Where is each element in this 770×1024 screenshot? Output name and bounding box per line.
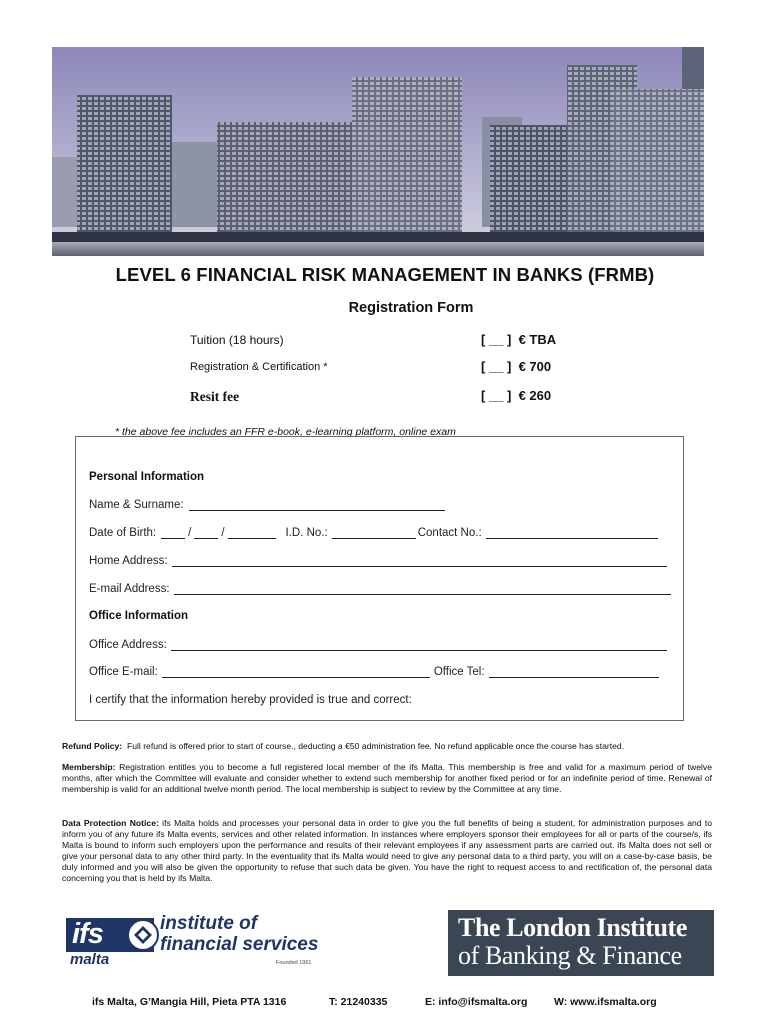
footer-website[interactable]: W: www.ifsmalta.org <box>554 996 657 1008</box>
footer-phone: T: 21240335 <box>329 996 388 1008</box>
fee-price-tuition: € TBA <box>518 332 557 347</box>
skyline-illustration <box>52 47 704 256</box>
office-email-label: Office E-mail: <box>89 666 158 678</box>
dob-row <box>89 526 658 539</box>
certify-row <box>89 694 412 706</box>
page-title: LEVEL 6 FINANCIAL RISK MANAGEMENT IN BANKS (FRMB) <box>115 264 655 285</box>
fee-checkbox-resit[interactable] <box>481 388 551 403</box>
fee-label-resit: Resit fee <box>190 389 240 404</box>
office-email-field[interactable] <box>162 665 430 678</box>
home-address-field[interactable] <box>172 554 667 567</box>
ifs-malta-logo <box>66 915 328 971</box>
ifs-logo-name-line2: financial services <box>160 934 319 955</box>
home-address-label: Home Address: <box>89 555 168 567</box>
office-contact-row <box>89 665 659 678</box>
ifs-logo-country: malta <box>70 951 110 968</box>
contact-label: Contact No.: <box>417 527 482 539</box>
footer-address: ifs Malta, G’Mangia Hill, Pieta PTA 1316 <box>92 996 287 1008</box>
office-tel-label: Office Tel: <box>433 666 485 678</box>
office-tel-field[interactable] <box>489 665 659 678</box>
dob-label: Date of Birth: <box>89 527 157 539</box>
office-address-field[interactable] <box>171 638 667 651</box>
ifs-logo-founded: Founded 1961 <box>276 960 312 966</box>
fee-checkbox-registration[interactable] <box>481 359 551 374</box>
fee-label-registration: Registration & Certification * <box>190 361 328 373</box>
name-field[interactable] <box>189 498 445 511</box>
dob-separator: / <box>221 527 225 539</box>
dob-day-field[interactable] <box>161 526 185 539</box>
header-banner-image <box>52 47 704 256</box>
office-address-row <box>89 638 667 651</box>
lib-logo-line1: The London Institute <box>458 913 687 942</box>
fee-checkbox-box: [ __ ] <box>481 332 512 347</box>
name-row <box>89 498 445 511</box>
email-row <box>89 582 671 595</box>
ifs-logo-mark: ifs <box>72 918 103 950</box>
fee-price-resit: € 260 <box>518 388 552 403</box>
personal-info-heading: Personal Information <box>89 471 205 483</box>
dob-year-field[interactable] <box>228 526 276 539</box>
id-field[interactable] <box>332 526 416 539</box>
data-protection-text: ifs Malta holds and processes your personal data in order to give you the full benefits of being a student, for administration purposes and to inform you of any future ifs Malta events, services and other related information. In instances where employers sponsor their employees for all or parts of the course/s, ifs Malta is bound to inform such employers upon the performance and results of their relevant employees if any assessment parts are carried out. ifs Malta does not sell or give your personal data to any other third party. In the eventuality that ifs Malta would need to give any personal data to a third party, you will on a case-by-case basis, be duly informed and you will also be given the opportunity to refuse that such data be given. You have the right to request access to and rectification of, the personal data concerning you that is held by ifs Malta. <box>62 818 713 884</box>
fee-checkbox-box: [ __ ] <box>481 388 512 403</box>
ifs-logo-name-line1: institute of <box>160 913 258 934</box>
membership-title: Membership: <box>62 762 116 772</box>
fee-label-tuition: Tuition (18 hours) <box>190 333 284 347</box>
fee-note: * the above fee includes an FFR e-book, e-learning platform, online exam <box>115 426 456 438</box>
office-address-label: Office Address: <box>89 639 167 651</box>
certify-text: I certify that the information hereby provided is true and correct: <box>89 694 412 706</box>
footer-email[interactable]: E: info@ifsmalta.org <box>425 996 528 1008</box>
london-institute-logo <box>448 910 714 976</box>
fee-checkbox-box: [ __ ] <box>481 359 512 374</box>
dob-month-field[interactable] <box>194 526 218 539</box>
dob-separator: / <box>188 527 192 539</box>
fee-checkbox-tuition[interactable] <box>481 332 556 347</box>
ifs-logo-emblem-icon <box>126 915 160 955</box>
home-address-row <box>89 554 667 567</box>
email-field[interactable] <box>174 582 671 595</box>
refund-policy-text: Full refund is offered prior to start of course., deducting a €50 administration fee. No refund applicable once the course has started. <box>126 741 625 751</box>
refund-policy <box>62 741 712 752</box>
contact-field[interactable] <box>486 526 658 539</box>
id-label: I.D. No.: <box>285 527 328 539</box>
membership-text: Registration entitles you to become a full registered local member of the ifs Malta. This membership is free and valid for a maximum period of twelve months, after which the Committee will evaluate and consider whether to extend such membership for another fixed period or for an indefinite period of time. Renewal of membership is valid for an additional twelve month period. The local membership is subject to review by the Committee at any time. <box>62 762 712 795</box>
lib-logo-line2: of Banking & Finance <box>458 941 682 970</box>
data-protection-notice <box>62 818 712 885</box>
office-info-heading: Office Information <box>89 610 189 622</box>
email-label: E-mail Address: <box>89 583 170 595</box>
membership-notice <box>62 762 712 795</box>
name-label: Name & Surname: <box>89 499 184 511</box>
refund-policy-title: Refund Policy: <box>62 741 123 751</box>
form-subtitle: Registration Form <box>348 300 474 316</box>
fee-price-registration: € 700 <box>518 359 552 374</box>
data-protection-title: Data Protection Notice: <box>62 818 159 828</box>
